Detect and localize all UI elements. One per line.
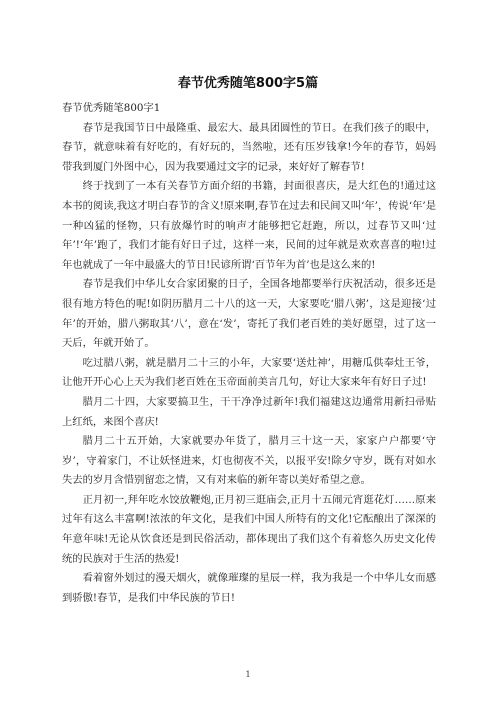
paragraph: 腊月二十五开始，大家就要办年货了，腊月三十这一天，家家户户都要‘守岁’，守着家门，不让妖怪进来，灯也彻夜不关，以报平安!除夕守岁，既有对如水失去的岁月含惜别留恋之情，又有对来临的新年寄以美好希望之意。 [62,435,436,487]
section-heading: 春节优秀随笔800字1 [62,102,161,114]
paragraph: 腊月二十四，大家要搞卫生，干干净净过新年!我们福建这边通常用新扫帚贴上红纸，来图个喜庆! [62,395,436,428]
paragraph: 看着窗外划过的漫天烟火，就像璀璨的星辰一样，我为我是一个中华儿女而感到骄傲!春节，是我们中华民族的节日! [62,572,436,604]
document-title: 春节优秀随笔800字5篇 [177,76,319,91]
document-body [62,99,436,608]
page-number: 1 [245,670,251,679]
paragraph: 终于找到了一本有关春节方面介绍的书籍，封面很喜庆，是大红色的!通过这本书的阅读,我这才明白春节的含义!原来啊,春节在过去和民间又叫‘年’，传说‘年’是一种凶猛的怪物，只有放爆竹时的响声才能够把它赶跑，所以，过春节又叫‘过年’!‘年’跑了，我们才能有好日子过，这样一来，民间的过年就是欢欢喜喜的啦!过年也就成了一年中最盛大的节日!民谚所谓‘百节年为首’也是这么来的! [62,180,436,271]
paragraph: 正月初一,拜年吃水饺放鞭炮,正月初三逛庙会,正月十五闹元宵逛花灯……原来过年有这么丰富啊!浓浓的年文化，是我们中国人所特有的文化!它酝酿出了深深的年意年味!无论从饮食还是到民俗活动，都体现出了我们这个有着悠久历史文化传统的民族对于生活的热爱! [62,493,436,565]
paragraph: 春节是我国节日中最隆重、最宏大、最具团圆性的节日。在我们孩子的眼中，春节，就意味着有好吃的，有好玩的，当然啦，还有压岁钱拿!今年的春节，妈妈带我到厦门外图中心，因为我要通过文字的记录，来好好了解春节! [62,121,436,173]
paragraph: 吃过腊八粥，就是腊月二十三的小年，大家要‘送灶神’，用糖瓜供奉灶王爷，让他开开心心上天为我们老百姓在玉帝面前美言几句，好让大家来年有好日子过! [62,356,436,389]
paragraph: 春节是我们中华儿女合家团聚的日子，全国各地都要举行庆祝活动，很多还是很有地方特色的呢!如阴历腊月二十八的这一天，大家要吃‘腊八粥’，这是迎接‘过年’的开始，腊八粥取其‘八’，意在‘发’，寄托了我们老百姓的美好愿望，过了这一天后，年就开始了。 [62,278,436,350]
